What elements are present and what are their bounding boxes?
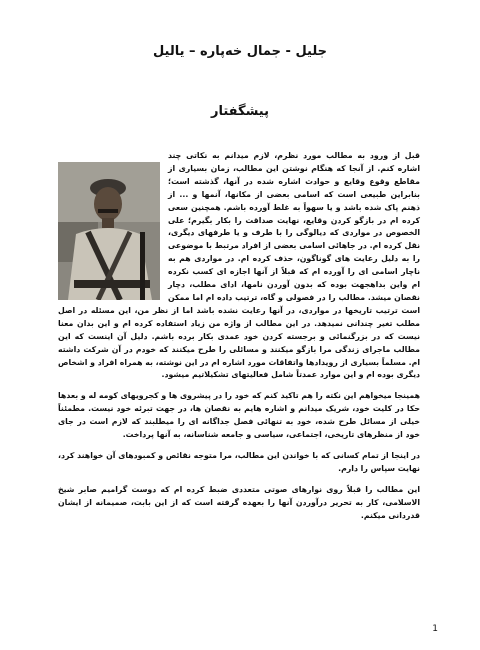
paragraph-thanks: در اینجا از تمام کسانی که با خواندن این مطالب، مرا متوجه نقائص و کمبودهای آن خواهند کرد، نهایت سپاس را دارم. [58,450,420,473]
portrait-photo [58,162,160,300]
page-number: 1 [432,624,438,634]
paragraph-intro: قبل از ورود به مطالب مورد نظرم، لازم میدانم به نکاتی چند اشاره کنم. از آنجا که هنگام نوشتن این مطالب، زمان بسیاری از مقاطع وقوع وقایع و حوادث اشاره شده در آنها، گذشته است؛ بنابراین طبیعی است که اسامی بعضی از مکانها، آنمها و ... از ذهنم پاک شده باشد و یا سهواً به غلط آورده باشم. همچنین سعی کرده ام در بازگو کردن وقایع، نهایت صداقت را بکار بگیرم؛ علی الخصوص در مواردی که دیالوگی را با طرف و یا طرفهای دیگری، نقل کرده ام. در جاهائی اسامی بعضی از افراد مرتبط با موضوعی را به دلیل رعایت های گوناگون، حذف کرده ام. در مواردی هم به ناچار اسامی ای را آورده ام که قبلاً از آنها اجازه ای کسب نکرده ام واین بداهجهت بوده که بدون آوردن نامها، ادای مطلب، دچار نقصان میشد. مطالب را در فصولی و گاه، ترتیب داده ام اما ممکن است ترتیب تاریخها در مواردی، در آنها رعایت نشده باشد اما از نظر من، این مسئله در اصل مطلب تغیر چندانی نمیدهد. در این مطالب از واژه من زیاد استفاده کرده ام و این بدان معنا نیست که در بزرگنمائی و برجسته کردن خود عمدی بکار برده باشم. دلیل آن اینست که این مطالب ماجرای زندگی مرا بازگو میکنند و مسائلی را طرح میکنند که خودم در آن شرکت داشته ام. مسلماً بسیاری از رویدادها واتفاقات مورد اشاره ام در این نوشته، به همراه افراد و اشخاص دیگری بوده ام و این موارد عمدتاً شامل فعالیتهای تشکیلاتیم میشود. [58,151,420,380]
paragraph-self-critique: همینجا میخواهم این نکته را هم تاکید کنم که خود را در پیشروی ها و کجرویهای کومه له و بعدها حکا در کلیت خود، شریک میدانم و اشاره هایم به نقصان ها، در جهت تبرئه خود نیست. مطمئناً خیلی از مسائل طرح شده، خود به تنهائی فصل جداگانه ای را میطلبند که لازم است در جای خود از منظرهای تاریخی، اجتماعی، سیاسی و جامعه شناسانه، به آنها پرداخت. [58,391,420,440]
paragraph-acknowledgement: این مطالب را قبلاً روی نوارهای صوتی متعددی ضبط کرده ام که دوست گرامیم صابر شیخ الاسلامی، کار به تحریر درآوردن آنها را بعهده گرفته است که از این بابت، صمیمانه از ایشان قدردانی میکنم. [58,484,420,520]
document-title: جلیل - جمال خەپارە – یالیل [152,44,328,59]
document-body [58,150,420,530]
section-heading: پیشگفتار [210,104,269,119]
portrait-image [58,162,160,300]
